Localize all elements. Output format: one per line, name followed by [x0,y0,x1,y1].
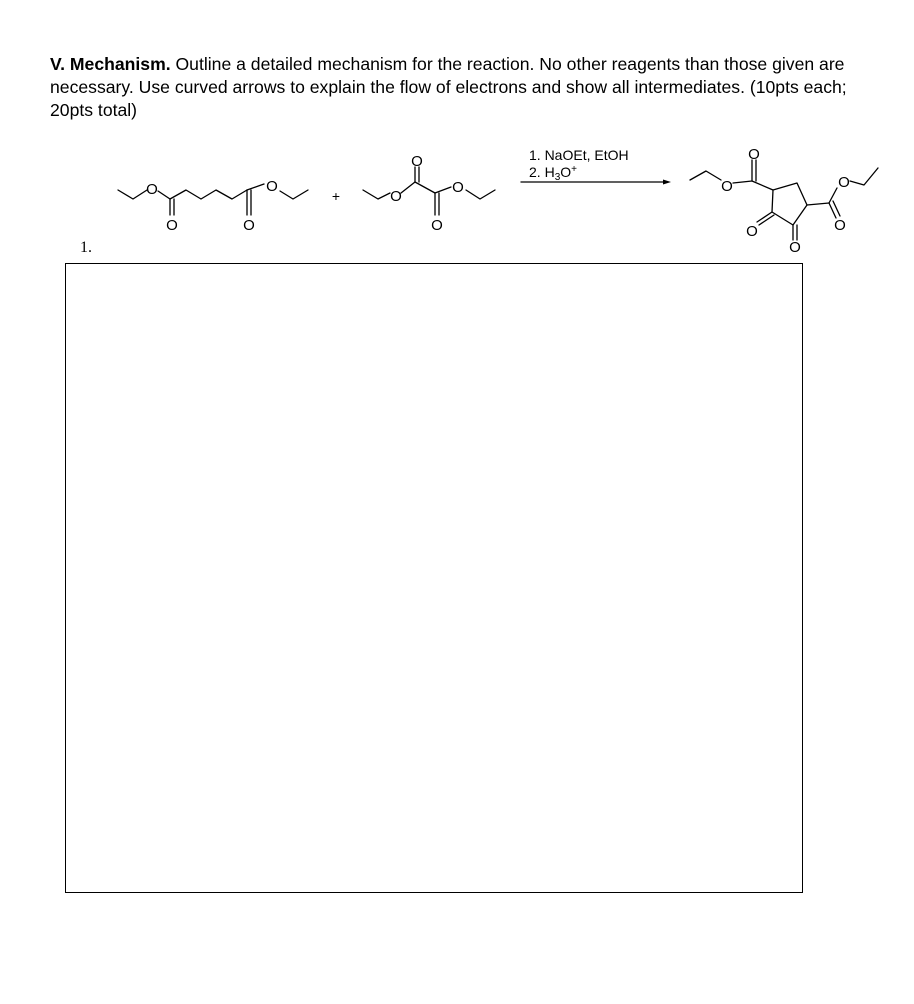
atom-oxygen: O [243,217,255,234]
atom-oxygen: O [166,217,178,234]
condition-step-1: 1. NaOEt, EtOH [529,147,629,163]
answer-box[interactable] [65,263,803,893]
atom-oxygen: O [746,223,758,240]
atom-oxygen: O [431,217,443,234]
plus-sign: + [331,188,341,204]
atom-oxygen: O [146,181,158,198]
atom-oxygen: O [748,146,760,163]
atom-oxygen: O [834,217,846,234]
atom-oxygen: O [838,174,850,191]
atom-oxygen: O [789,239,801,256]
atom-oxygen: O [411,153,423,170]
condition-step-2: 2. $H_3O^+$ [529,164,577,183]
reaction-scheme [0,0,914,262]
reactant-diethyl-oxalate [363,167,495,215]
atom-oxygen: O [721,178,733,195]
atom-oxygen: O [452,179,464,196]
product-structure [690,160,878,240]
problem-instructions: Outline a detailed mechanism for the reaction. No other reagents than those given are necessary. Use curved arrows to explain the flow of electrons and show all intermediates. (10pts each; 20pts total) [50,54,847,120]
atom-oxygen: O [390,188,402,205]
problem-title: V. Mechanism. [50,54,171,74]
question-number: 1. [80,239,92,256]
atom-oxygen: O [266,178,278,195]
